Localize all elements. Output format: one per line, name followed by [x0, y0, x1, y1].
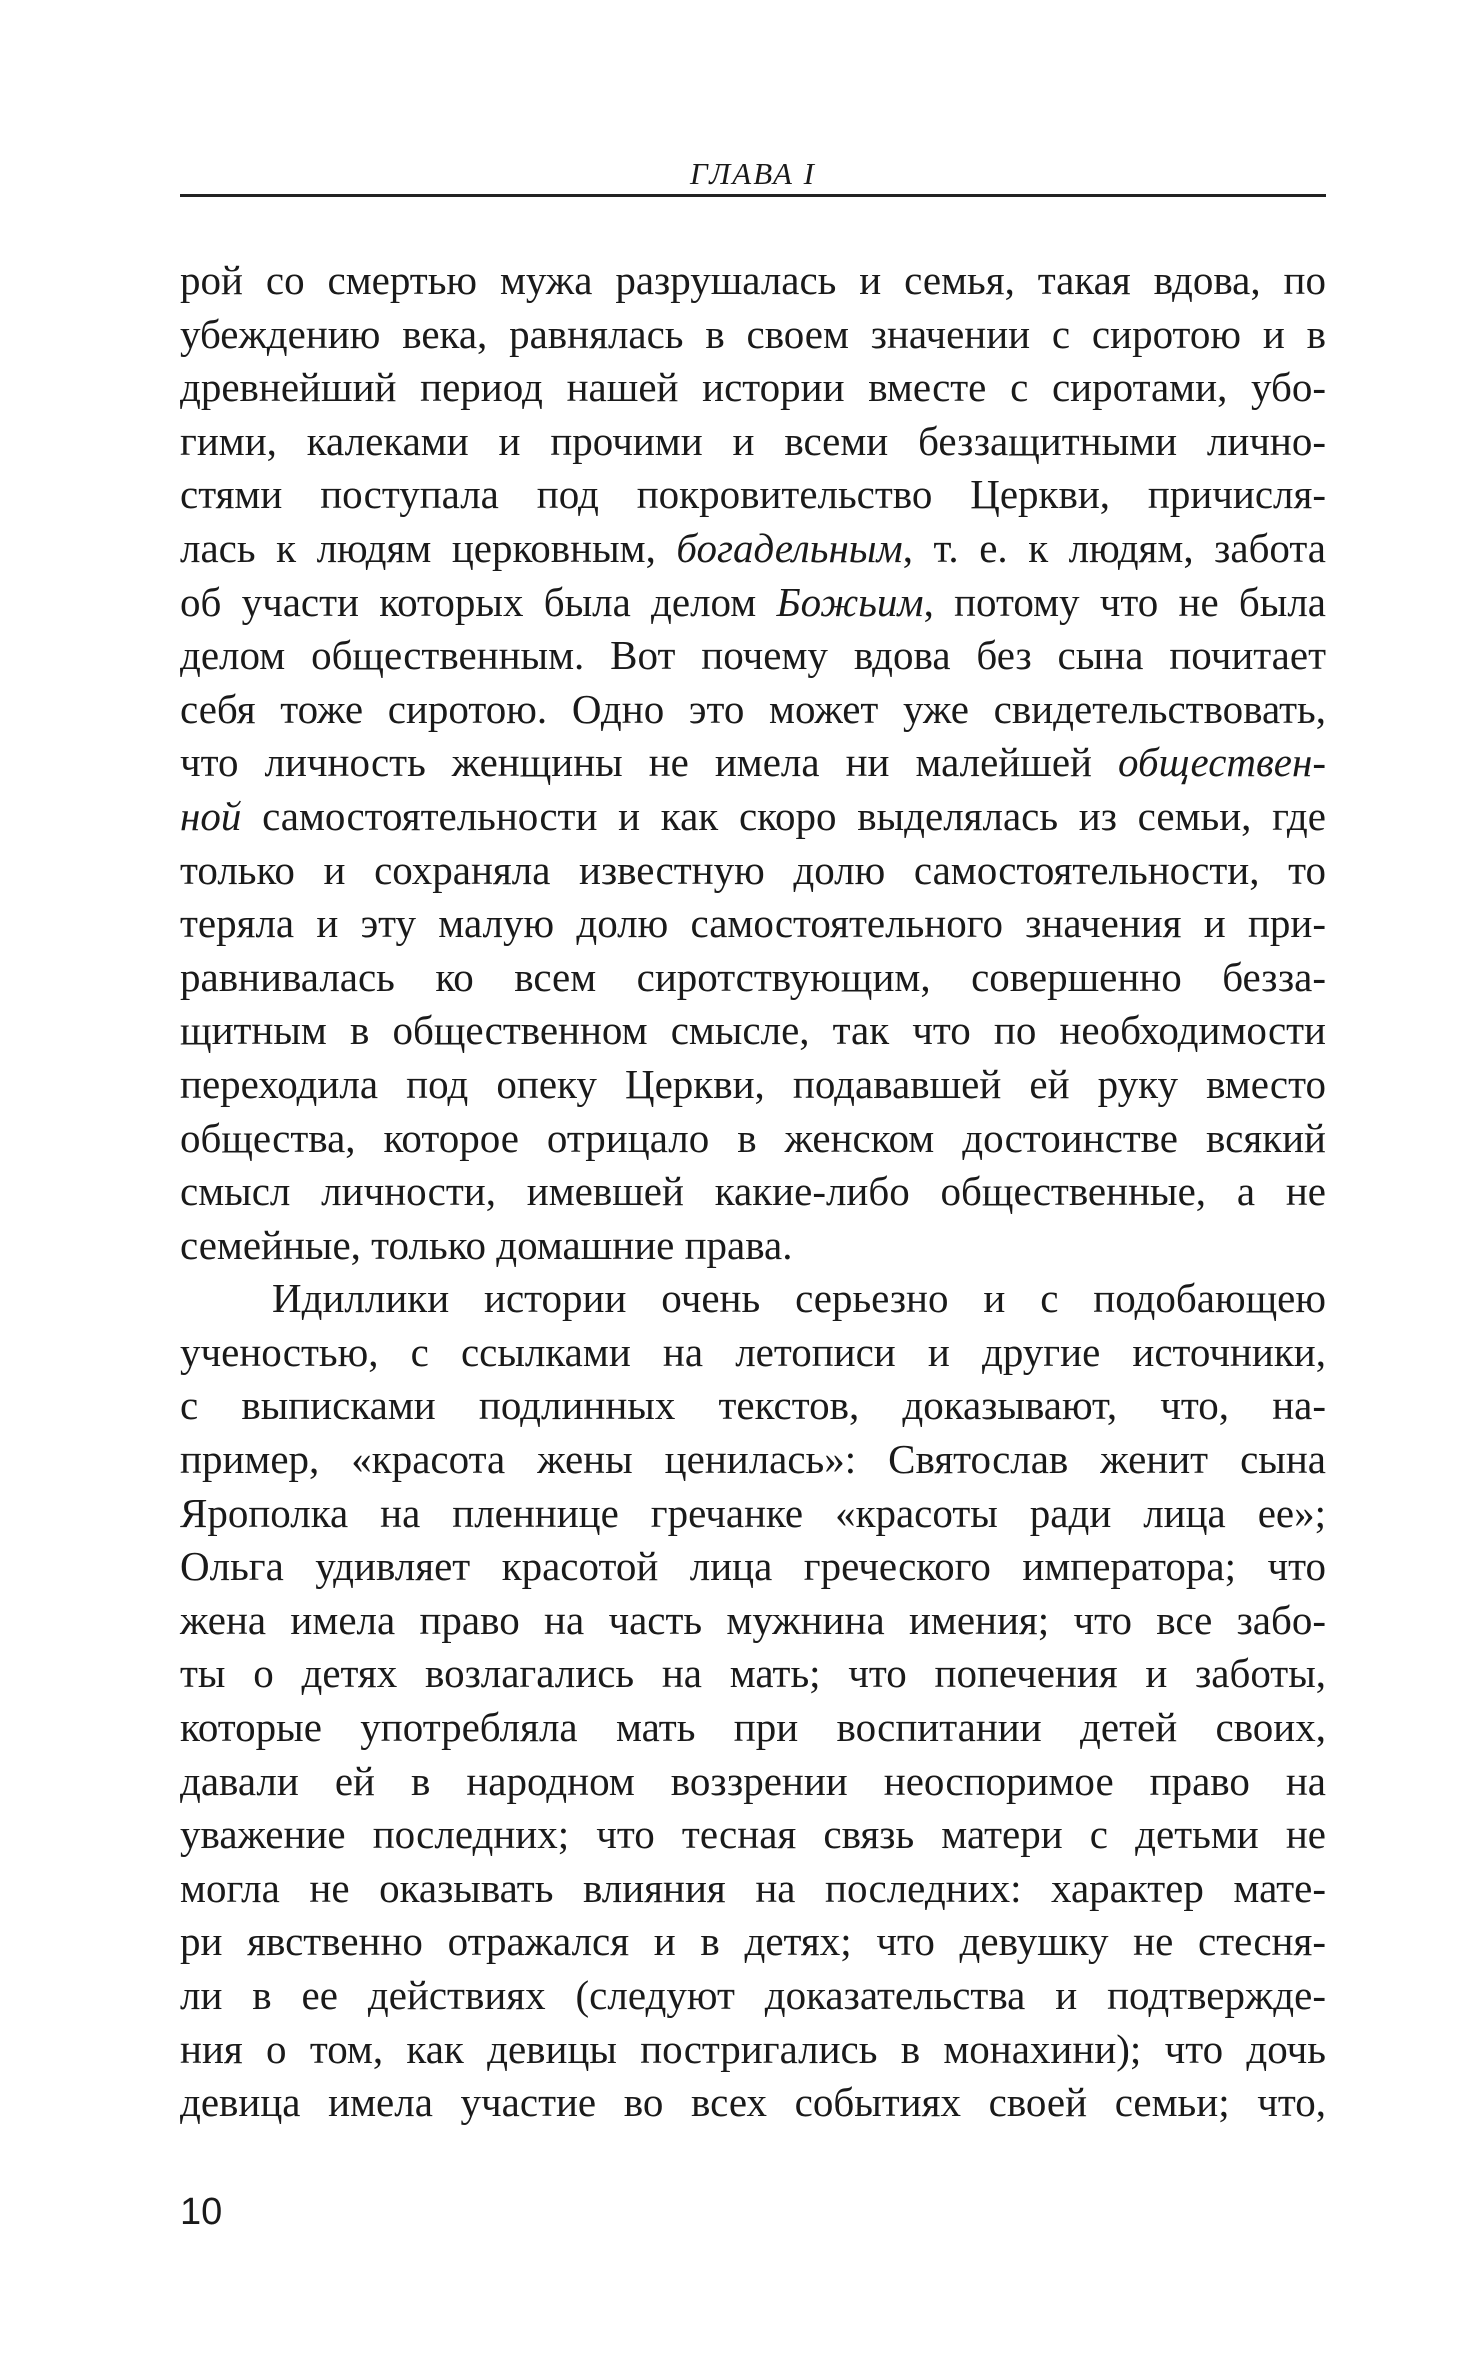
text-line — [180, 629, 1326, 683]
text-line — [180, 1915, 1326, 1969]
text-line — [180, 468, 1326, 522]
text-line — [180, 1058, 1326, 1112]
text-segment: убеждению века, равнялась в своем значении с сиротою и в — [180, 310, 1326, 357]
italic-text: богадельным — [676, 524, 903, 571]
text-segment: гими, калеками и прочими и всеми беззащитными лично- — [180, 417, 1326, 464]
text-segment: что личность женщины не имела ни малейшей — [180, 739, 1118, 786]
body-text — [180, 254, 1326, 2130]
text-segment: об участи которых была делом — [180, 578, 777, 625]
text-segment: жена имела право на часть мужнина имения; что все забо- — [180, 1596, 1326, 1643]
text-line — [180, 951, 1326, 1005]
text-segment: себя тоже сиротою. Одно это может уже свидетельствовать, — [180, 685, 1326, 732]
text-segment: уважение последних; что тесная связь матери с детьми не — [180, 1811, 1326, 1858]
text-line — [180, 897, 1326, 951]
text-segment: , потому что не была — [923, 578, 1326, 625]
text-line — [180, 683, 1326, 737]
text-line — [180, 1487, 1326, 1541]
text-segment: самостоятельности и как скоро выделялась из семьи, где — [241, 792, 1326, 839]
text-segment: ты о детях возлагались на мать; что попечения и заботы, — [180, 1650, 1326, 1697]
text-segment: которые употребляла мать при воспитании детей своих, — [180, 1704, 1326, 1751]
text-line — [180, 1647, 1326, 1701]
text-segment: древнейший период нашей истории вместе с сиротами, убо- — [180, 364, 1326, 411]
header-rule — [180, 194, 1326, 197]
text-line — [180, 1755, 1326, 1809]
text-segment: девица имела участие во всех событиях своей семьи; что, — [180, 2079, 1326, 2126]
text-segment: пример, «красота жены ценилась»: Святослав женит сына — [180, 1436, 1326, 1483]
text-segment: щитным в общественном смысле, так что по необходимости — [180, 1007, 1326, 1054]
text-line — [180, 415, 1326, 469]
text-segment: , т. е. к людям, забота — [902, 524, 1326, 571]
text-line — [180, 254, 1326, 308]
paragraph-1 — [180, 254, 1326, 1272]
text-segment: переходила под опеку Церкви, подававшей ей руку вместо — [180, 1060, 1326, 1107]
text-segment: общества, которое отрицало в женском достоинстве всякий — [180, 1114, 1326, 1161]
text-line — [180, 2023, 1326, 2077]
text-line — [180, 1379, 1326, 1433]
text-line — [180, 1004, 1326, 1058]
text-segment: могла не оказывать влияния на последних: характер мате- — [180, 1864, 1326, 1911]
text-segment: стями поступала под покровительство Церкви, причисля- — [180, 471, 1326, 518]
text-segment: делом общественным. Вот почему вдова без сына почитает — [180, 632, 1326, 679]
text-line — [180, 1969, 1326, 2023]
italic-text: ной — [180, 792, 242, 839]
text-line — [180, 1433, 1326, 1487]
text-line — [180, 1594, 1326, 1648]
running-head: ГЛАВА I — [690, 156, 816, 191]
text-segment: только и сохраняла известную долю самостоятельности, то — [180, 846, 1326, 893]
text-segment: с выписками подлинных текстов, доказывают, что, на- — [180, 1382, 1326, 1429]
text-line — [180, 1701, 1326, 1755]
text-line — [180, 1112, 1326, 1166]
text-line — [180, 1326, 1326, 1380]
text-segment: рой со смертью мужа разрушалась и семья, такая вдова, по — [180, 257, 1326, 303]
text-segment: смысл личности, имевшей какие-либо общественные, а не — [180, 1168, 1326, 1215]
text-line — [180, 576, 1326, 630]
text-line — [180, 308, 1326, 362]
text-line — [180, 1165, 1326, 1219]
text-line — [180, 844, 1326, 898]
text-line — [180, 522, 1326, 576]
text-segment: ри явственно отражался и в детях; что девушку не стесня- — [180, 1918, 1326, 1965]
text-segment: семейные, только домашние права. — [180, 1221, 793, 1268]
text-segment: ученостью, с ссылками на летописи и другие источники, — [180, 1328, 1326, 1375]
italic-text: Божьим — [776, 578, 924, 625]
text-line — [180, 736, 1326, 790]
text-line — [180, 2076, 1326, 2130]
text-line — [180, 1808, 1326, 1862]
text-segment: Ольга удивляет красотой лица греческого императора; что — [180, 1543, 1326, 1590]
text-line — [180, 1272, 1326, 1326]
text-segment: ли в ее действиях (следуют доказательства и подтвержде- — [180, 1972, 1326, 2018]
paragraph-2 — [180, 1272, 1326, 2130]
text-line — [180, 1540, 1326, 1594]
text-line — [180, 361, 1326, 415]
page-number: 10 — [180, 2191, 223, 2233]
text-segment: ния о том, как девицы постригались в монахини); что дочь — [180, 2025, 1326, 2072]
text-line — [180, 1219, 1326, 1273]
text-segment: Ярополка на пленнице гречанке «красоты ради лица ее»; — [180, 1489, 1326, 1536]
text-line — [180, 790, 1326, 844]
text-segment: теряла и эту малую долю самостоятельного значения и при- — [180, 900, 1326, 947]
text-segment: Идиллики истории очень серьезно и с подобающею — [272, 1275, 1326, 1322]
text-line — [180, 1862, 1326, 1916]
italic-text: обществен- — [1117, 739, 1326, 786]
text-segment: давали ей в народном воззрении неоспоримое право на — [180, 1757, 1326, 1804]
text-segment: лась к людям церковным, — [180, 524, 677, 571]
text-segment: равнивалась ко всем сиротствующим, совершенно безза- — [180, 953, 1326, 1000]
